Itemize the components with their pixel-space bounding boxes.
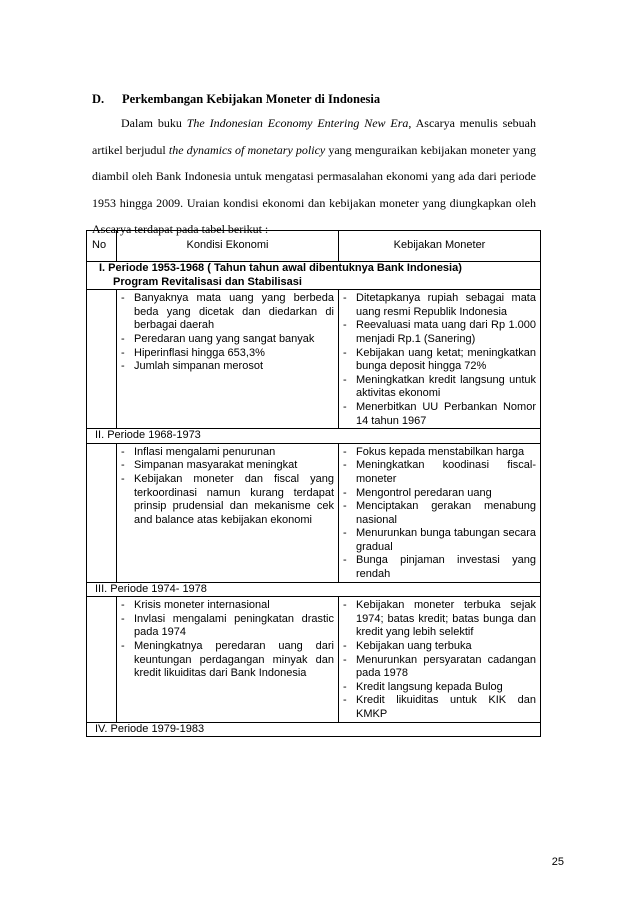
list-item: - Menciptakan gerakan menabung nasional [343, 500, 536, 527]
period-label: I. Periode 1953-1968 ( Tahun tahun awal dibentuknya Bank Indonesia) [99, 262, 462, 274]
list-item: - Kebijakan moneter terbuka sejak 1974; batas kredit; batas bunga dan kredit yang lebih selektif [343, 599, 536, 640]
header-no: No [87, 231, 117, 262]
list-item: - Bunga pinjaman investasi yang rendah [343, 554, 536, 581]
section-heading [92, 92, 380, 107]
list-item: - Fokus kepada menstabilkan harga [343, 446, 536, 460]
table-row [87, 597, 541, 722]
intro-paragraph [92, 110, 536, 243]
list-item: - Menurunkan bunga tabungan secara gradual [343, 527, 536, 554]
policy-table [86, 230, 541, 737]
period-row [87, 262, 541, 290]
list-item: - Invlasi mengalami peningkatan drastic pada 1974 [121, 613, 334, 640]
book-title: The Indonesian Economy Entering New Era [186, 116, 409, 130]
list-item: - Mengontrol peredaran uang [343, 487, 536, 501]
header-kebijakan: Kebijakan Moneter [339, 231, 541, 262]
section-title: Perkembangan Kebijakan Moneter di Indonesia [122, 92, 381, 106]
list-item: - Hiperinflasi hingga 653,3% [121, 347, 334, 361]
list-item: - Kredit langsung kepada Bulog [343, 681, 536, 695]
table-row [87, 290, 541, 429]
period-row [87, 722, 541, 737]
period-label: II. Periode 1968-1973 [87, 429, 541, 444]
page-number: 25 [551, 856, 564, 868]
period-label: III. Periode 1974- 1978 [87, 582, 541, 597]
kondisi-list [117, 599, 338, 681]
kondisi-list [117, 292, 338, 374]
list-item: - Reevaluasi mata uang dari Rp 1.000 menjadi Rp.1 (Sanering) [343, 319, 536, 346]
para-text-1: Dalam buku [121, 116, 187, 130]
list-item: - Simpanan masyarakat meningkat [121, 459, 334, 473]
article-title: the dynamics of monetary policy [168, 142, 326, 157]
period-sublabel: Program Revitalisasi dan Stabilisasi [113, 275, 302, 288]
section-number: D. [92, 92, 105, 106]
list-item: - Meningkatkan kredit langsung untuk aktivitas ekonomi [343, 374, 536, 401]
table-row [87, 443, 541, 582]
period-label: IV. Periode 1979-1983 [87, 722, 541, 737]
table-header-row [87, 231, 541, 262]
kebijakan-list [339, 599, 540, 721]
kebijakan-list [339, 446, 540, 582]
list-item: - Meningkatkan koodinasi fiscal-moneter [343, 459, 536, 486]
list-item: - Kebijakan uang ketat; meningkatkan bunga deposit hingga 72% [343, 347, 536, 374]
list-item: - Meningkatnya peredaran uang dari keuntungan perdagangan minyak dan kredit likuiditas dari Bank Indonesia [121, 640, 334, 681]
list-item: - Kebijakan moneter dan fiscal yang terkoordinasi namun kurang terdapat prinsip prudensial dan mekanisme cek and balance atas kebijakan ekonomi [121, 473, 334, 527]
period-row [87, 429, 541, 444]
list-item: - Menurunkan persyaratan cadangan pada 1978 [343, 654, 536, 681]
list-item: - Menerbitkan UU Perbankan Nomor 14 tahun 1967 [343, 401, 536, 428]
para-text-2: , Ascarya menulis sebuah artikel berjudul [92, 116, 536, 157]
kebijakan-list [339, 292, 540, 428]
list-item: - Jumlah simpanan merosot [121, 360, 334, 374]
list-item: - Ditetapkanya rupiah sebagai mata uang resmi Republik Indonesia [343, 292, 536, 319]
para-text-3: yang menguraikan kebijakan moneter yang diambil oleh Bank Indonesia untuk mengatasi permasalahan ekonomi yang ada dari periode 1953 hingga 2009. Uraian kondisi ekonomi dan kebijakan moneter yang diungkapkan oleh Ascarya terdapat pada tabel berikut : [92, 142, 537, 236]
list-item: - Peredaran uang yang sangat banyak [121, 333, 334, 347]
list-item: - Kredit likuiditas untuk KIK dan KMKP [343, 694, 536, 721]
list-item: - Krisis moneter internasional [121, 599, 334, 613]
list-item: - Banyaknya mata uang yang berbeda beda yang dicetak dan diedarkan di berbagai daerah [121, 292, 334, 333]
list-item: - Inflasi mengalami penurunan [121, 446, 334, 460]
period-row [87, 582, 541, 597]
kondisi-list [117, 446, 338, 528]
header-kondisi: Kondisi Ekonomi [117, 231, 339, 262]
list-item: - Kebijakan uang terbuka [343, 640, 536, 654]
